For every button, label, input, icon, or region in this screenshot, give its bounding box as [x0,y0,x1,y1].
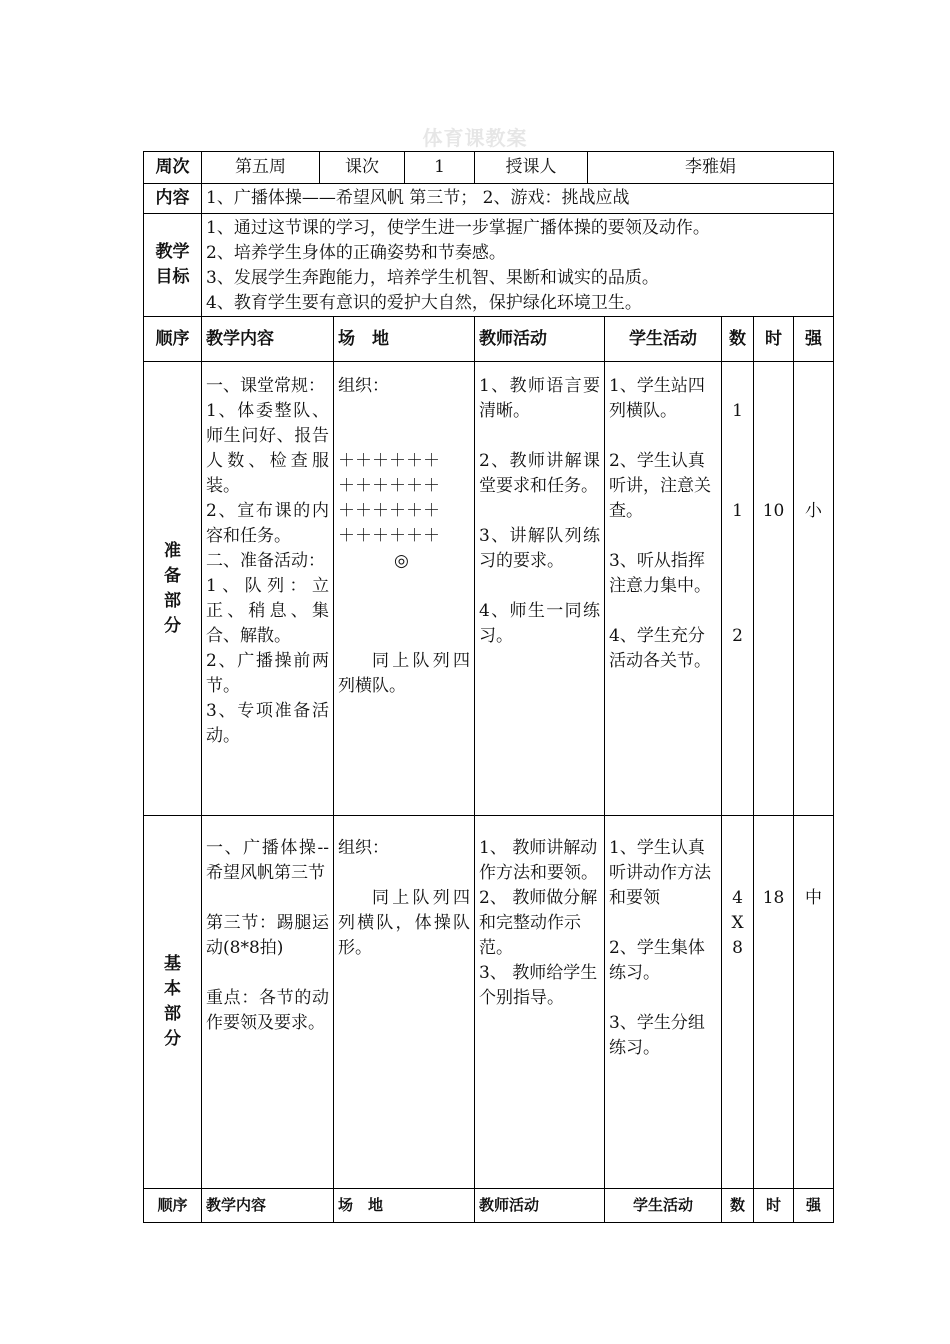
prep-count: 1 [732,501,743,521]
basic-venue-org: 组织： [338,838,389,858]
prep-teacher-item: 1、教师语言要清晰。 [479,376,601,421]
col-teacher: 教师活动 [475,1189,605,1223]
week-label: 周次 [144,152,202,184]
col-intensity: 强 [794,317,834,362]
objective-item: 1、通过这节课的学习，使学生进一步掌握广播体操的要领及动作。 [206,218,710,238]
col-time: 时 [754,1189,794,1223]
teacher-position-icon: ◎ [394,551,409,571]
basic-teacher-item: 1、 教师讲解动作方法和要领。 [479,838,599,883]
lesson-value: 1 [434,157,445,177]
formation-row: ＋＋＋＋＋＋ [338,451,440,471]
basic-student-item: 2、学生集体练习。 [609,938,705,983]
basic-venue-note: 同上队列四列横队，体操队形。 [338,888,471,958]
teacher-label: 授课人 [475,152,588,183]
prep-venue-org: 组织： [338,376,389,396]
col-order: 顺序 [144,1189,202,1223]
formation-row: ＋＋＋＋＋＋ [338,476,440,496]
basic-student-item: 1、学生认真听讲动作方法和要领 [609,838,712,908]
lesson-plan-table [143,151,834,1223]
week-value: 第五周 [202,152,320,183]
objective-item: 4、教育学生要有意识的爱护大自然，保护绿化环境卫生。 [206,293,642,313]
prep-teacher-item: 2、教师讲解课堂要求和任务。 [479,451,601,496]
col-venue: 场 地 [334,317,475,362]
basic-section-name: 基 本 部 分 [144,816,202,1189]
teacher-value: 李雅娟 [685,157,737,177]
col-venue: 场 地 [334,1189,475,1223]
prep-venue-note: 同上队列四列横队。 [338,651,471,696]
prep-student-item: 2、学生认真听讲，注意关查。 [609,451,712,521]
objective-item: 3、发展学生奔跑能力，培养学生机智、果断和诚实的品质。 [206,268,659,288]
prep-content: 一、课堂常规： 1、体委整队、师生问好、报告人数、检查服装。 2、宣布课的内容和任务。 二、准备活动： 1、队列：立正、稍息、集合、解散。 2、广播操前两节。 3、专项准备活动。 [202,362,334,816]
objectives-label: 教学 目标 [144,214,202,317]
prep-teacher-item: 3、讲解队列练习的要求。 [479,526,601,571]
basic-section-row [144,816,834,1189]
col-content: 教学内容 [202,317,334,362]
basic-teacher-item: 2、 教师做分解和完整动作示范。 [479,888,598,958]
col-student: 学生活动 [605,1189,722,1223]
prep-student-item: 1、学生站四列横队。 [609,376,705,421]
column-header-row [144,317,834,362]
col-count: 数 [722,1189,754,1223]
prep-time: 10 [754,362,794,816]
column-header-row-repeat [144,1189,834,1223]
prep-section-name: 准 备 部 分 [144,362,202,816]
header-row [144,152,834,184]
content-value: 1、广播体操——希望风帆 第三节； 2、游戏：挑战应战 [202,184,834,214]
formation-row: ＋＋＋＋＋＋ [338,501,440,521]
prep-count: 2 [732,626,743,646]
prep-intensity: 小 [794,362,834,816]
prep-student-item: 3、听从指挥注意力集中。 [609,551,712,596]
prep-student-item: 4、学生充分活动各关节。 [609,626,712,671]
basic-content: 一、广播体操--希望风帆第三节 第三节：踢腿运动(8*8拍) 重点：各节的动作要领及要求。 [202,816,334,1189]
col-count: 数 [722,317,754,362]
col-teacher: 教师活动 [475,317,605,362]
col-content: 教学内容 [202,1189,334,1223]
prep-section-row [144,362,834,816]
basic-intensity: 中 [794,816,834,1189]
col-time: 时 [754,317,794,362]
lesson-label: 课次 [320,152,405,183]
basic-count: 4 X 8 [722,816,754,1189]
content-label: 内容 [144,184,202,214]
prep-teacher-item: 4、师生一同练习。 [479,601,601,646]
col-student: 学生活动 [605,317,722,362]
basic-student-item: 3、学生分组练习。 [609,1013,705,1058]
document-title: 体育课教案 [422,126,528,150]
objectives-row [144,214,834,317]
formation-row: ＋＋＋＋＋＋ [338,526,440,546]
prep-count: 1 [732,401,743,421]
basic-teacher-item: 3、 教师给学生个别指导。 [479,963,598,1008]
objective-item: 2、培养学生身体的正确姿势和节奏感。 [206,243,506,263]
basic-time: 18 [754,816,794,1189]
col-intensity: 强 [794,1189,834,1223]
col-order: 顺序 [144,317,202,362]
content-row [144,184,834,214]
